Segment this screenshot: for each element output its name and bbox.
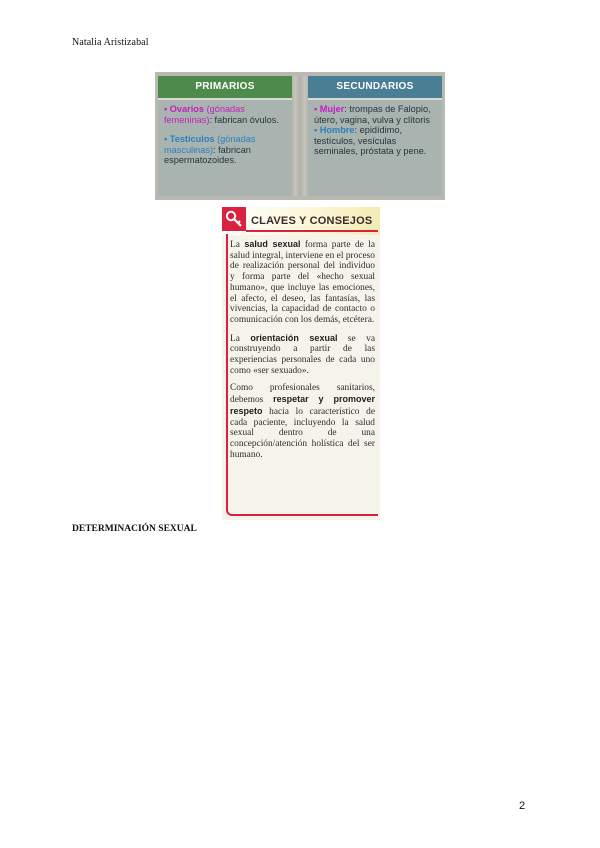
ovaries-term: Ovarios: [169, 104, 204, 114]
page-number: 2: [519, 800, 526, 812]
secondary-item-woman: • Mujer: trompas de Falopio, útero, vagina, vulva y clítoris: [314, 104, 431, 125]
tips-paragraph-respect: Como profesionales sanitarios, debemos respetar y promover respeto hacia lo característico de cada paciente, incluyendo la salud sexual dentro de una concepción/atención holística del ser humano.: [230, 383, 376, 460]
testicles-term: Testículos: [169, 134, 215, 144]
woman-text: : trompas de Falopio, útero, vagina, vulva y clítoris: [314, 104, 431, 125]
column-divider: [294, 76, 306, 196]
primary-heading: PRIMARIOS: [158, 76, 292, 100]
sex-organs-table: [155, 72, 445, 200]
tips-text: [230, 239, 375, 467]
testicles-text: : fabrican espermatozoides.: [164, 144, 251, 165]
woman-term: Mujer: [319, 104, 345, 114]
secondary-heading: SECUNDARIOS: [308, 76, 442, 100]
respect-term: respetar y promover respeto: [230, 394, 376, 416]
primary-item-ovaries: • Ovarios (gónadas femeninas): fabrican óvulos.: [164, 104, 279, 125]
secondary-item-man: • Hombre: epidídimo, testículos, vesículas seminales, próstata y pene.: [314, 125, 427, 156]
tips-paragraph-sexual-health: La salud sexual forma parte de la salud integral, interviene en el proceso de realización personal del individuo y forma parte del «hecho sexual humano», que incluye las emociones, el afecto, el deseo, las fantasías, las vivencias, la capacidad de contacto o comunicación con los demás, etcétera.: [230, 239, 376, 325]
ovaries-text: : fabrican óvulos.: [209, 114, 279, 125]
sexual-health-term: salud sexual: [244, 239, 301, 249]
ovaries-note: (gónadas femeninas): [164, 104, 245, 125]
man-term: Hombre: [319, 125, 355, 135]
key-icon: [225, 210, 243, 228]
section-heading: DETERMINACIÓN SEXUAL: [72, 524, 197, 534]
primary-column: [158, 76, 292, 196]
tips-paragraph-orientation: La orientación sexual se va construyendo a partir de las experiencias personales de cada uno como «ser sexuado».: [230, 332, 375, 376]
man-text: : epidídimo, testículos, vesículas seminales, próstata y pene.: [314, 125, 427, 156]
testicles-note: (gónadas masculinas): [164, 134, 256, 155]
author-name: Natalia Aristizabal: [72, 37, 149, 48]
tips-badge: [222, 207, 246, 231]
secondary-column: [308, 76, 442, 196]
tips-title-underline: [246, 230, 378, 232]
primary-item-testicles: • Testículos (gónadas masculinas): fabrican espermatozoides.: [164, 134, 256, 165]
tips-box: [222, 207, 380, 520]
orientation-term: orientación sexual: [250, 332, 338, 343]
tips-title: CLAVES Y CONSEJOS: [251, 215, 373, 227]
